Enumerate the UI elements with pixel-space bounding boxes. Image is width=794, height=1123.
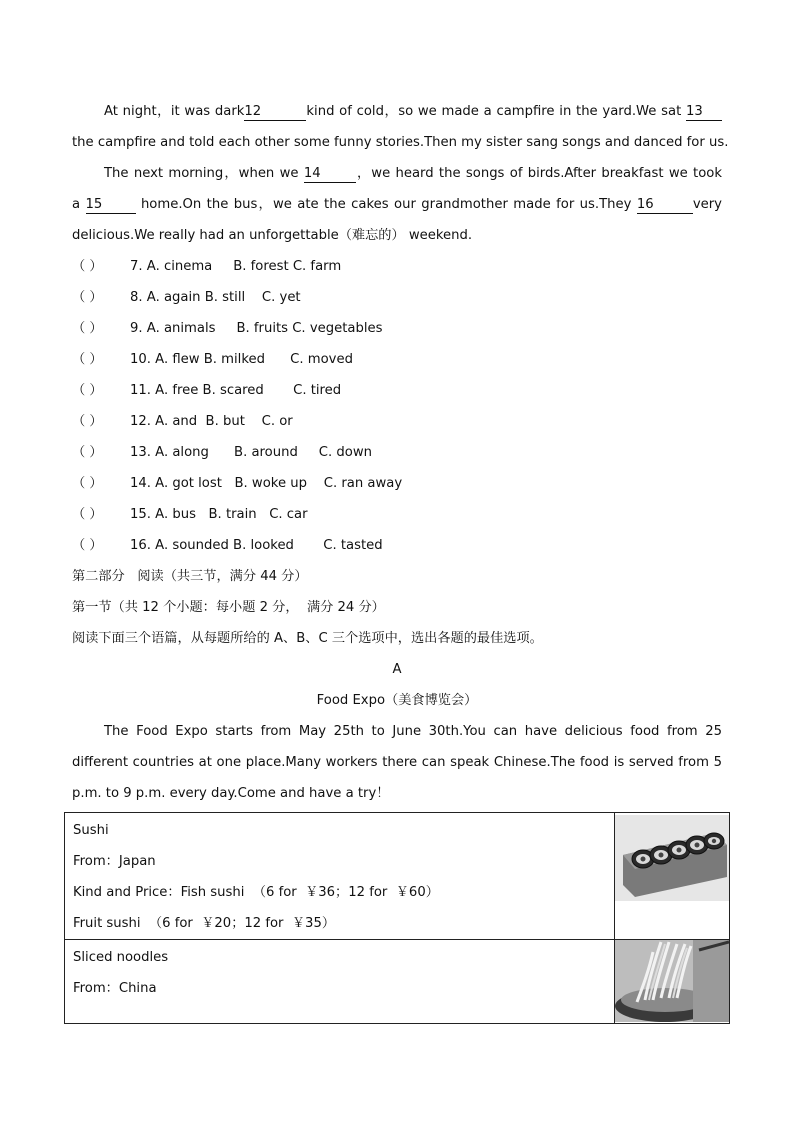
food-name: Sliced noodles: [73, 950, 169, 965]
answer-bracket[interactable]: （ ）: [72, 476, 103, 491]
food-price: Kind and Price：Fish sushi （6 for ￥36；12 for ￥60）: [73, 885, 439, 900]
passage-line-5: delicious.We really had an unforgettable（难忘的） weekend.: [72, 228, 473, 243]
noodles-photo: [615, 940, 729, 1022]
passage-line-4: a 15 home.On the bus，we ate the cakes our grandmother made for us.They 16 very: [72, 197, 722, 212]
answer-bracket[interactable]: （ ）: [72, 507, 103, 522]
answer-bracket[interactable]: （ ）: [72, 414, 103, 429]
sushi-photo: [615, 815, 729, 901]
question-8: （ ） 8. A. again B. still C. yet: [72, 282, 722, 313]
blank-14: 14: [304, 166, 356, 183]
answer-bracket[interactable]: （ ）: [72, 538, 103, 553]
passage-line-3: The next morning，when we 14 ，we heard the songs of birds.After breakfast we took: [104, 166, 722, 181]
question-16: （ ） 16. A. sounded B. looked C. tasted: [72, 530, 722, 561]
passage-title: Food Expo（美食博览会）: [316, 693, 478, 708]
subsection-heading: 第一节（共 12 个小题：每小题 2 分， 满分 24 分）: [72, 600, 385, 615]
answer-bracket[interactable]: （ ）: [72, 290, 103, 305]
food-name: Sushi: [73, 823, 109, 838]
answer-bracket[interactable]: （ ）: [72, 383, 103, 398]
answer-bracket[interactable]: （ ）: [72, 445, 103, 460]
answer-bracket[interactable]: （ ）: [72, 259, 103, 274]
question-7: （ ） 7. A. cinema B. forest C. farm: [72, 251, 722, 282]
answer-bracket[interactable]: （ ）: [72, 321, 103, 336]
answer-bracket[interactable]: （ ）: [72, 352, 103, 367]
section-heading: 第二部分 阅读（共三节，满分 44 分）: [72, 569, 308, 584]
passage-letter: A: [392, 662, 402, 677]
food-origin: From：China: [73, 981, 157, 996]
blank-13: 13: [686, 104, 722, 121]
expo-line-1: The Food Expo starts from May 25th to June 30th.You can have delicious food from 25: [104, 724, 722, 739]
blank-16: 16: [637, 197, 693, 214]
food-image-cell: [615, 940, 730, 1024]
question-15: （ ） 15. A. bus B. train C. car: [72, 499, 722, 530]
passage-line-2: the campfire and told each other some funny stories.Then my sister sang songs and danced for us.: [72, 135, 729, 150]
expo-line-3: p.m. to 9 p.m. every day.Come and have a try！: [72, 786, 390, 801]
question-9: （ ） 9. A. animals B. fruits C. vegetables: [72, 313, 722, 344]
document-page: [72, 96, 729, 809]
question-list: [72, 251, 722, 561]
food-table: [64, 812, 730, 1024]
instruction-text: 阅读下面三个语篇，从每题所给的 A、B、C 三个选项中，选出各题的最佳选项。: [72, 631, 543, 646]
food-info-cell: [65, 940, 615, 1024]
question-11: （ ） 11. A. free B. scared C. tired: [72, 375, 722, 406]
food-image-cell: [615, 813, 730, 940]
expo-line-2: different countries at one place.Many workers there can speak Chinese.The food is served from 5: [72, 755, 722, 770]
question-12: （ ） 12. A. and B. but C. or: [72, 406, 722, 437]
food-price-fruit: Fruit sushi （6 for ￥20；12 for ￥35）: [73, 916, 336, 931]
question-10: （ ） 10. A. flew B. milked C. moved: [72, 344, 722, 375]
blank-12: 12: [244, 104, 306, 121]
question-14: （ ） 14. A. got lost B. woke up C. ran away: [72, 468, 722, 499]
food-info-cell: [65, 813, 615, 940]
passage-line-1: At night，it was dark12 kind of cold，so we made a campfire in the yard.We sat 13: [72, 96, 722, 127]
food-origin: From：Japan: [73, 854, 156, 869]
question-13: （ ） 13. A. along B. around C. down: [72, 437, 722, 468]
table-row: [65, 813, 730, 940]
table-row: [65, 940, 730, 1024]
blank-15: 15: [86, 197, 136, 214]
